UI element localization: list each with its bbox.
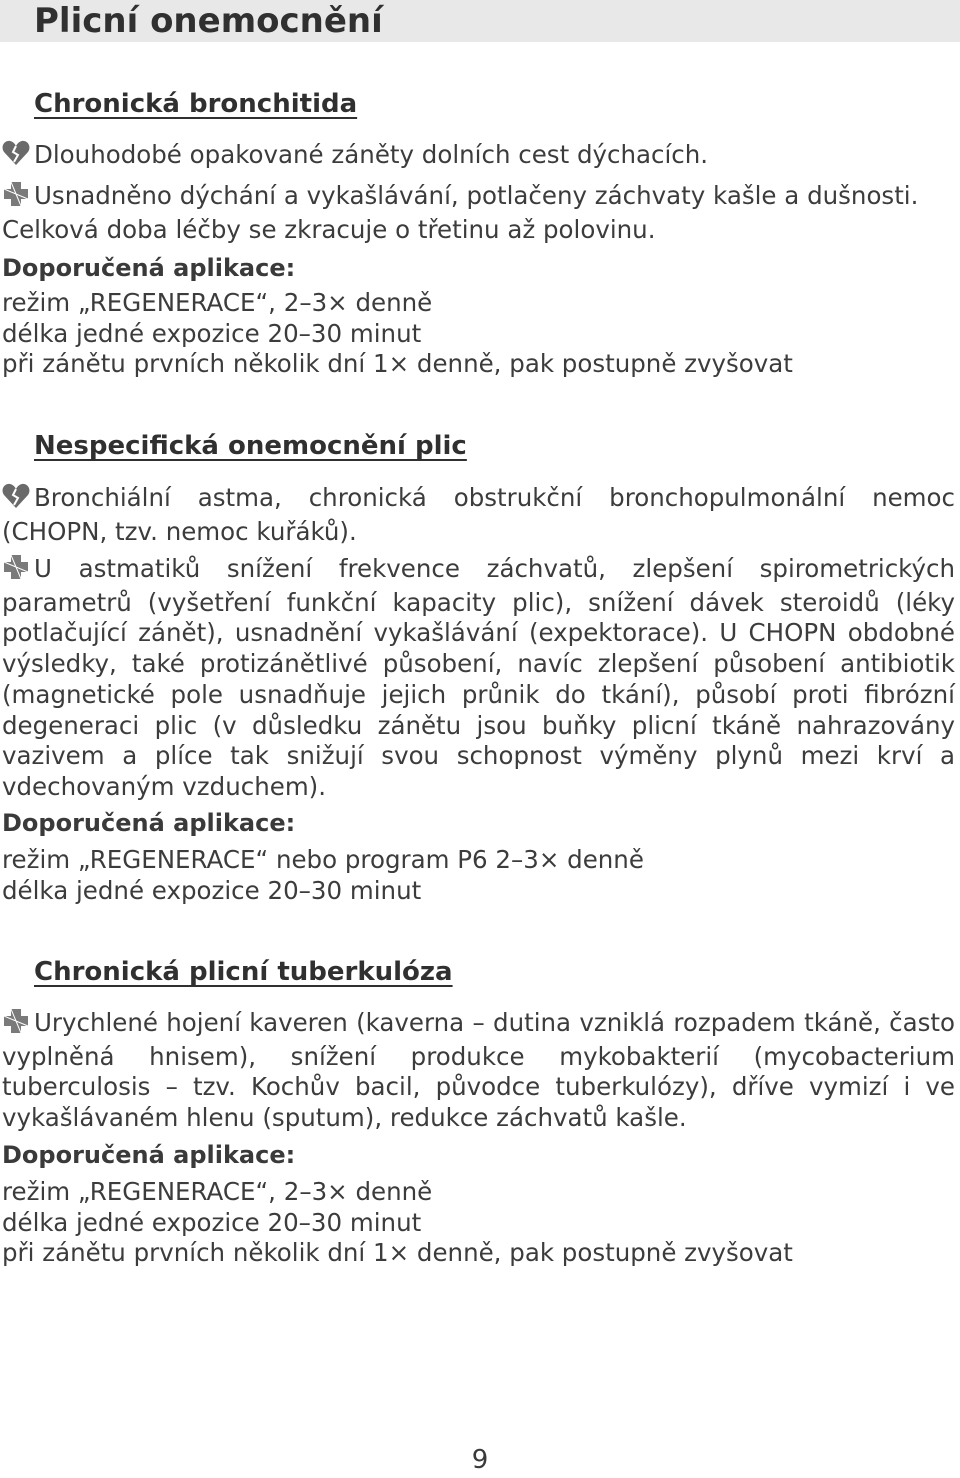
- plus-cross-icon: [2, 181, 30, 215]
- recommended-item: při zánětu prvních několik dní 1× denně, pak postupně zvyšovat: [2, 349, 793, 379]
- page-title: Plicní onemocnění: [34, 1, 383, 41]
- section-heading-chronic-bronchitis: Chronická bronchitida: [34, 89, 358, 119]
- recommended-item: režim „REGENERACE“ nebo program P6 2–3× denně: [2, 845, 644, 874]
- section-heading-chronic-tuberculosis: Chronická plicní tuberkulóza: [34, 957, 453, 987]
- recommended-item: délka jedné expozice 20–30 minut: [2, 875, 422, 905]
- recommended-label: Doporučená aplikace:: [2, 254, 296, 282]
- symptom-text: Bronchiální astma, chronická obstrukční bronchopulmonální nemoc (CHOPN, tzv. nemoc kuřáků).: [2, 483, 955, 546]
- recommended-list: [2, 288, 955, 380]
- symptom-text: Dlouhodobé opakované záněty dolních cest dýchacích.: [34, 140, 709, 169]
- symptom-paragraph: [2, 140, 955, 174]
- recommended-item: při zánětu prvních několik dní 1× denně, pak postupně zvyšovat: [2, 1238, 793, 1268]
- effect-paragraph: [2, 1008, 955, 1134]
- effect-text: U astmatiků snížení frekvence záchvatů, zlepšení spirometrických parametrů (vyšetření funkční kapacity plic), snížení dávek steroidů (léky potlačující zánět), usnadnění vykašlávání (expektorace). U CHOPN obdobné výsledky, také protizánětlivé působení, navíc zlepšení působení antibiotik (magnetické pole usnadňuje jejich průnik do tkání), působí proti fibrózní degeneraci plic (v důsledku zánětu jsou buňky plicní tkáně nahrazovány vazivem a plíce tak snižují svou schopnost výměny plynů mezi krví a vdechovaným vzduchem).: [2, 554, 955, 801]
- recommended-item: délka jedné expozice 20–30 minut: [2, 1207, 422, 1237]
- broken-heart-icon: [2, 140, 30, 174]
- effect-paragraph: [2, 554, 955, 803]
- recommended-item: režim „REGENERACE“, 2–3× denně: [2, 1177, 433, 1206]
- effect-text: Urychlené hojení kaveren (kaverna – dutina vzniklá rozpadem tkáně, často vyplněná hnisem), snížení produkce mykobakterií (mycobacterium tuberculosis – tzv. Kochův bacil, původce tuberkulózy), dříve vymizí i ve vykašlávaném hlenu (sputum), redukce záchvatů kašle.: [2, 1008, 955, 1133]
- recommended-label: Doporučená aplikace:: [2, 809, 296, 837]
- recommended-item: délka jedné expozice 20–30 minut: [2, 318, 422, 348]
- recommended-list: [2, 1177, 955, 1269]
- recommended-label: Doporučená aplikace:: [2, 1141, 296, 1169]
- effect-text-line: Usnadněno dýchání a vykašlávání, potlačeny záchvaty kašle a dušnosti.: [34, 181, 919, 210]
- section-heading-nonspecific-lung-diseases: Nespecifická onemocnění plic: [34, 431, 467, 461]
- broken-heart-icon: [2, 483, 30, 517]
- plus-cross-icon: [2, 554, 30, 588]
- effect-paragraph: [2, 181, 955, 245]
- page-number: 9: [471, 1445, 489, 1475]
- recommended-list: [2, 845, 955, 906]
- effect-text-line: Celková doba léčby se zkracuje o třetinu až polovinu.: [2, 214, 656, 244]
- recommended-item: režim „REGENERACE“, 2–3× denně: [2, 288, 433, 317]
- plus-cross-icon: [2, 1008, 30, 1042]
- symptom-paragraph: [2, 483, 955, 547]
